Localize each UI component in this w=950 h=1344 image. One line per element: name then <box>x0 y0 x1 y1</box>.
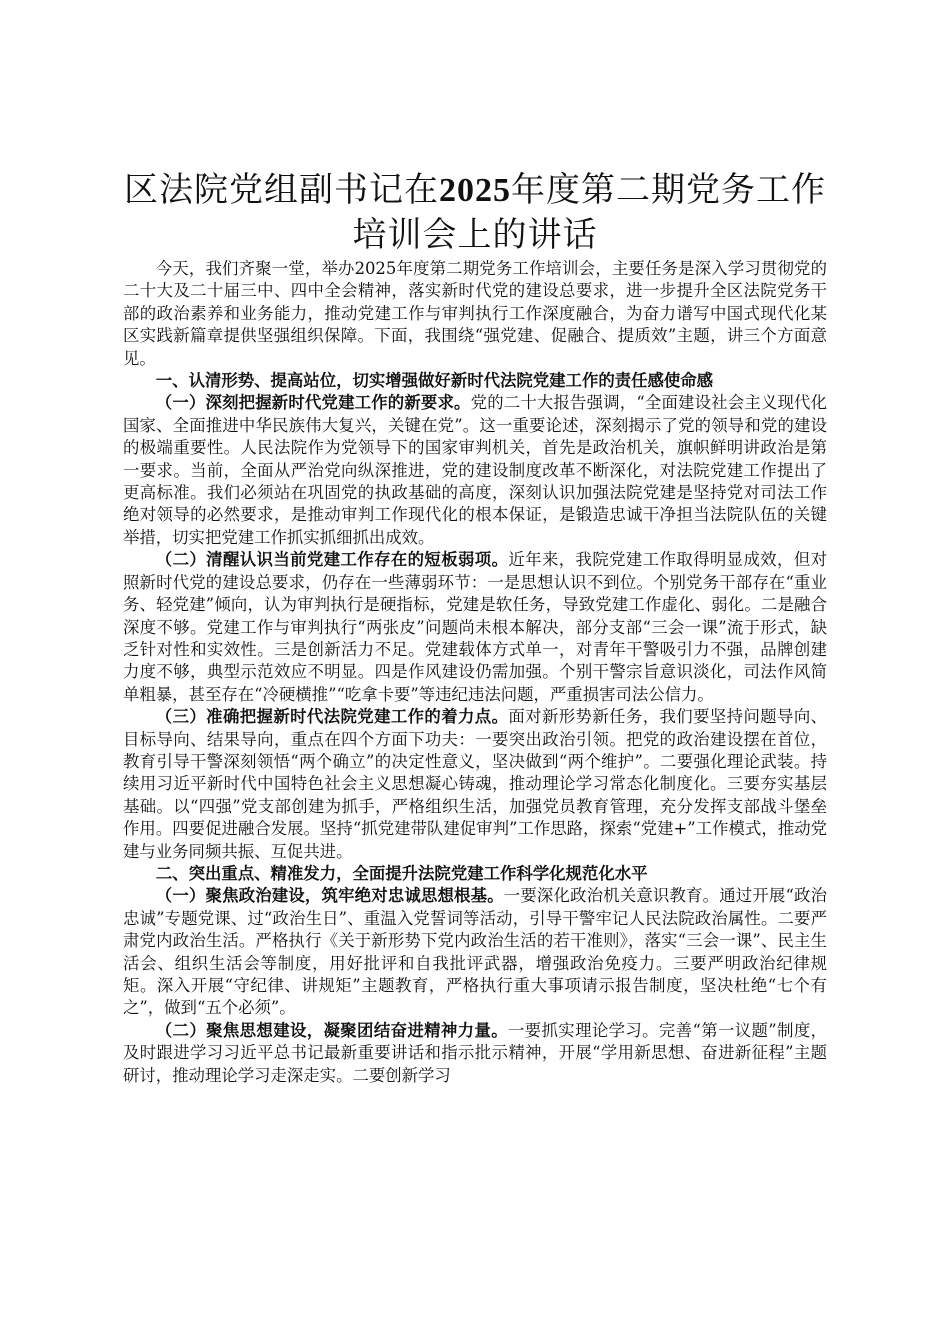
subsection-lead: （二）清醒认识当前党建工作存在的短板弱项。 <box>155 550 509 570</box>
subsection-body: 一要深化政治机关意识教育。通过开展“政治忠诚”专题党课、过“政治生日”、重温入党誓词等活动，引导干警牢记人民法院政治属性。二要严肃党内政治生活。严格执行《关于新形势下党内政治生活的若干准则》，落实“三会一课”、民主生活会、组织生活会等制度，用好批评和自我批评武器，增强政治免疫力。三要严明政治纪律规矩。深入开展“守纪律、讲规矩”主题教育，严格执行重大事项请示报告制度，坚决杜绝“七个有之”，做到“五个必须”。 <box>123 886 827 1018</box>
document-page <box>123 168 827 1087</box>
intro-paragraph: 今天，我们齐聚一堂，举办2025年度第二期党务工作培训会，主要任务是深入学习贯彻党的二十大及二十届三中、四中全会精神，落实新时代党的建设总要求，进一步提升全区法院党务干部的政治素养和业务能力，推动党建工作与审判执行工作深度融合，为奋力谱写中国式现代化某区实践新篇章提供坚强组织保障。下面，我围绕“强党建、促融合、提质效”主题，讲三个方面意见。 <box>123 259 827 368</box>
subsection-body: 近年来，我院党建工作取得明显成效，但对照新时代党的建设总要求，仍存在一些薄弱环节：一是思想认识不到位。个别党务干部存在“重业务、轻党建”倾向，认为审判执行是硬指标，党建是软任务，导致党建工作虚化、弱化。二是融合深度不够。党建工作与审判执行“两张皮”问题尚未根本解决，部分支部“三会一课”流于形式，缺乏针对性和实效性。三是创新活力不足。党建载体方式单一，对青年干警吸引力不强，品牌创建力度不够，典型示范效应不明显。四是作风建设仍需加强。个别干警宗旨意识淡化，司法作风简单粗暴，甚至存在“冷硬横推”“吃拿卡要”等违纪违法问题，严重损害司法公信力。 <box>123 550 828 704</box>
subsection-paragraph <box>123 885 827 1019</box>
subsection-body: 党的二十大报告强调，“全面建设社会主义现代化国家、全面推进中华民族伟大复兴，关键在党”。这一重要论述，深刻揭示了党的领导和党的建设的极端重要性。人民法院作为党领导下的国家审判机关，首先是政治机关，旗帜鲜明讲政治是第一要求。当前，全面从严治党向纵深推进，党的建设制度改革不断深化，对法院党建工作提出了更高标准。我们必须站在巩固党的执政基础的高度，深刻认识加强法院党建是坚持党对司法工作绝对领导的必然要求，是推动审判工作现代化的根本保证，是锻造忠诚干净担当法院队伍的关键举措，切实把党建工作抓实抓细抓出成效。 <box>123 393 827 547</box>
subsection-lead: （一）聚焦政治建设，筑牢绝对忠诚思想根基。 <box>155 886 504 906</box>
subsection-paragraph <box>123 1020 827 1087</box>
subsection-lead: （一）深刻把握新时代党建工作的新要求。 <box>155 393 471 413</box>
title-prefix: 区法院党组副书记在 <box>124 170 439 210</box>
subsection-paragraph <box>123 392 827 549</box>
section-heading-2: 二、突出重点、精准发力，全面提升法院党建工作科学化规范化水平 <box>155 863 648 883</box>
subsection-lead: （三）准确把握新时代法院党建工作的着力点。 <box>155 707 509 727</box>
subsection-paragraph <box>123 549 827 706</box>
section-heading-1: 一、认清形势、提高站位，切实增强做好新时代法院党建工作的责任感使命感 <box>155 371 714 391</box>
title-suffix: 年度第二期党务工作培训会上的讲话 <box>352 170 826 255</box>
subsection-paragraph <box>123 706 827 863</box>
subsection-body: 面对新形势新任务，我们要坚持问题导向、目标导向、结果导向，重点在四个方面下功夫：一要突出政治引领。把党的政治建设摆在首位，教育引导干警深刻领悟“两个确立”的决定性意义，坚决做到“两个维护”。二要强化理论武装。持续用习近平新时代中国特色社会主义思想凝心铸魂，推动理论学习常态化制度化。三要夯实基层基础。以“四强”党支部创建为抓手，严格组织生活，加强党员教育管理，充分发挥支部战斗堡垒作用。四要促进融合发展。坚持“抓党建带队建促审判”工作思路，探索“党建+”工作模式，推动党建与业务同频共振、互促共进。 <box>123 707 828 861</box>
title-year: 2025 <box>439 172 511 209</box>
subsection-body: 一要抓实理论学习。完善“第一议题”制度，及时跟进学习习近平总书记最新重要讲话和指示批示精神，开展“学用新思想、奋进新征程”主题研讨，推动理论学习走深走实。二要创新学习 <box>123 1020 827 1085</box>
subsection-lead: （二）聚焦思想建设，凝聚团结奋进精神力量。 <box>155 1020 508 1040</box>
document-title <box>123 168 827 258</box>
